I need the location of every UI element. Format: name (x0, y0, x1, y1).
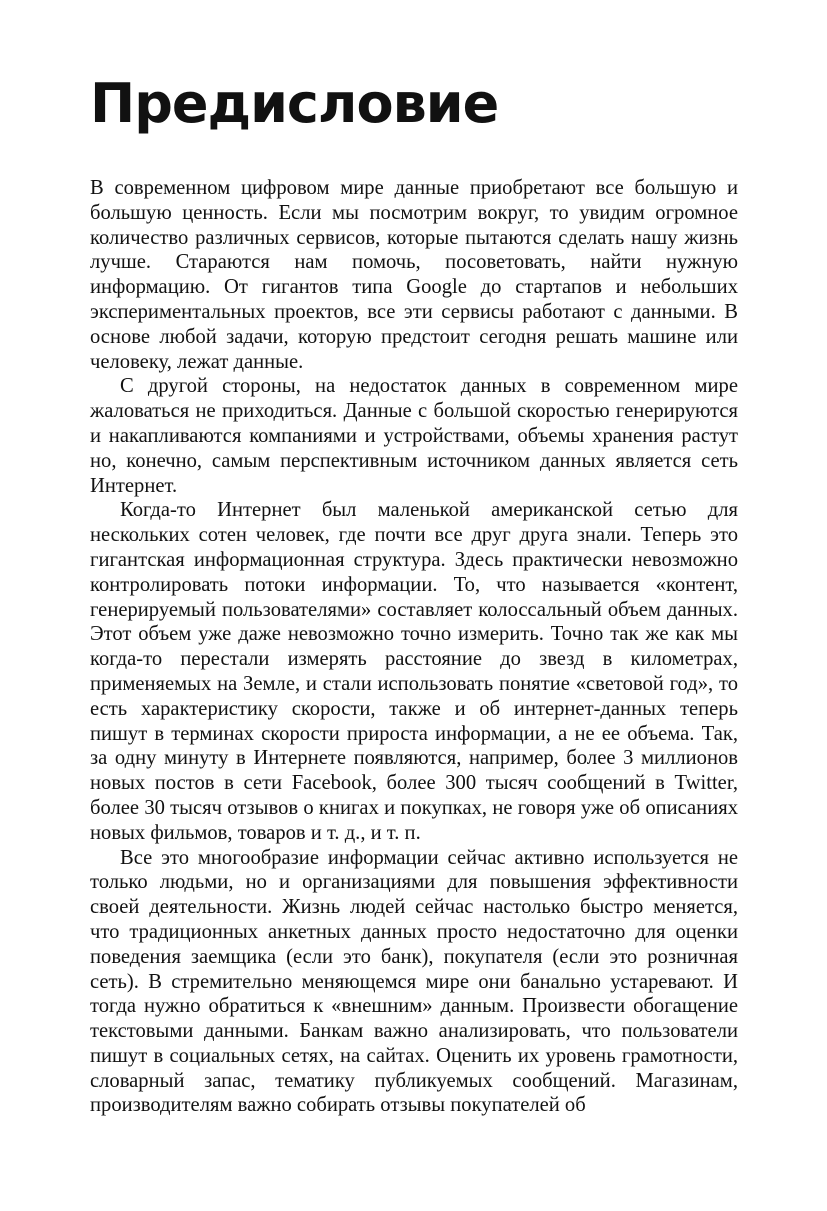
paragraph: В современном цифровом мире данные приобретают все большую и большую ценность. Если мы посмотрим вокруг, то увидим огромное количество различных сервисов, которые пытаются сделать нашу жизнь лучше. Стараются нам помочь, посоветовать, найти нужную информацию. От гигантов типа Google до стартапов и небольших экспериментальных проектов, все эти сервисы работают с данными. В основе любой задачи, которую предстоит сегодня решать машине или человеку, лежат данные. (90, 177, 738, 373)
paragraph: Когда-то Интернет был маленькой американской сетью для нескольких сотен человек, где почти все друг друга знали. Теперь это гигантская информационная структура. Здесь практически невозможно контролировать потоки информации. То, что называется «контент, генерируемый пользователями» составляет колоссальный объем данных. Этот объем уже даже невозможно точно измерить. Точно так же как мы когда-то перестали измерять расстояние до звезд в километрах, применяемых на Земле, и стали использовать понятие «световой год», то есть характеристику скорости, также и об интернет-данных теперь пишут в терминах скорости прироста информации, а не ее объема. Так, за одну минуту в Интернете появляются, например, более 3 миллионов новых постов в сети Facebook, более 300 тысяч сообщений в Twitter, более 30 тысяч отзывов о книгах и покупках, не говоря уже об описаниях новых фильмов, товаров и т. д., и т. п. (90, 499, 738, 844)
paragraph: С другой стороны, на недостаток данных в современном мире жаловаться не приходиться. Данные с большой скоростью генерируются и накапливаются компаниями и устройствами, объемы хранения растут но, конечно, самым перспективным источником данных является сеть Интернет. (90, 375, 738, 497)
paragraph: Все это многообразие информации сейчас активно используется не только людьми, но и организациями для повышения эффективности своей деятельности. Жизнь людей сейчас настолько быстро меняется, что традиционных анкетных данных просто недостаточно для оценки поведения заемщика (если это банк), покупателя (если это розничная сеть). В стремительно меняющемся мире они банально устаревают. И тогда нужно обратиться к «внешним» данным. Произвести обогащение текстовыми данными. Банкам важно анализировать, что пользователи пишут в социальных сетях, на сайтах. Оценить их уровень грамотности, словарный запас, тематику публикуемых сообщений. Магазинам, производителям важно собирать отзывы покупателей об (90, 846, 738, 1117)
body-text (90, 176, 738, 1118)
chapter-title: Предисловие (90, 72, 499, 135)
